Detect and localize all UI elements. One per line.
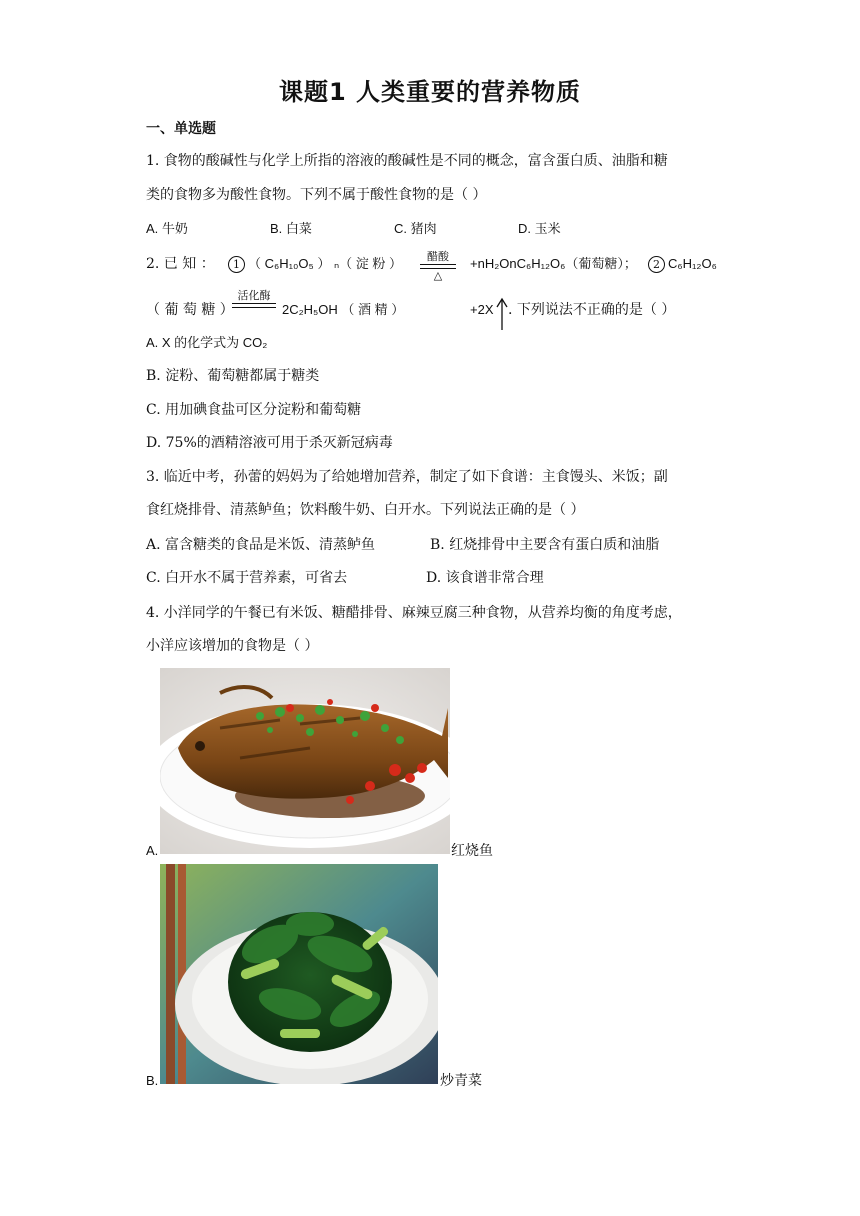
q1-option-c: C. 猪肉 [394, 221, 437, 236]
q1-line1: 1. 食物的酸碱性与化学上所指的溶液的酸碱性是不同的概念，富含蛋白质、油脂和糖 [146, 153, 668, 169]
q2-option-d: D. 75%的酒精溶液可用于杀灭新冠病毒 [146, 435, 393, 451]
q2-option-a: A. X 的化学式为 CO₂ [146, 335, 268, 350]
q2-condition-2: 活化酶 [232, 287, 276, 308]
q1-line2: 类的食物多为酸性食物。下列不属于酸性食物的是（ ） [146, 187, 487, 203]
page-title: 课题1 人类重要的营养物质 [278, 78, 582, 106]
q3-option-b: B. 红烧排骨中主要含有蛋白质和油脂 [430, 537, 660, 553]
q2-mark-2: 2 [646, 254, 667, 274]
q4-option-a-letter: A. [146, 843, 159, 858]
q2-option-b: B. 淀粉、葡萄糖都属于糖类 [146, 368, 320, 384]
q2-reactant-2: C₆H₁₂O₆ [668, 256, 717, 271]
q3-option-d: D. 该食谱非常合理 [426, 570, 544, 586]
stir-fried-greens-image [160, 864, 438, 1084]
q4-option-a-caption: 红烧鱼 [451, 843, 493, 859]
q2-line2-reactant-label: （ 葡 萄 糖 ） [146, 302, 234, 318]
q3-line1: 3. 临近中考，孙蕾的妈妈为了给她增加营养，制定了如下食谱：主食馒头、米饭；副 [146, 469, 668, 485]
gas-arrow-icon [496, 296, 508, 332]
q2-stem: . 下列说法不正确的是（ ） [508, 302, 676, 318]
q1-option-d: D. 玉米 [518, 221, 561, 236]
q1-option-a: A. 牛奶 [146, 221, 188, 236]
q1-option-b: B. 白菜 [270, 221, 312, 236]
q4-option-b-caption: 炒青菜 [440, 1073, 482, 1089]
section-heading: 一、单选题 [146, 121, 216, 137]
q2-product-3: +2X [470, 302, 494, 317]
q2-mark-1: 1 [226, 254, 247, 274]
q3-option-a: A. 富含糖类的食品是米饭、清蒸鲈鱼 [146, 537, 376, 553]
q2-prefix: 2. 已 知 ： [146, 256, 215, 272]
braised-fish-image [160, 668, 450, 854]
q3-line2: 食红烧排骨、清蒸鲈鱼；饮料酸牛奶、白开水。下列说法正确的是（ ） [146, 502, 585, 518]
q4-option-b-letter: B. [146, 1073, 159, 1088]
q4-line2: 小洋应该增加的食物是（ ） [146, 638, 319, 654]
q2-condition-1: 醋酸 △ [420, 248, 456, 282]
q4-line1: 4. 小洋同学的午餐已有米饭、糖醋排骨、麻辣豆腐三种食物，从营养均衡的角度考虑， [146, 605, 682, 621]
q3-option-c: C. 白开水不属于营养素，可省去 [146, 570, 348, 586]
q2-product-2: 2C₂H₅OH （ 酒 精 ） [282, 302, 405, 317]
q2-product-1: +nH₂OnC₆H₁₂O₆（葡萄糖）； [470, 256, 637, 271]
q2-reactant: （ C₆H₁₀O₅ ） ₙ（ 淀 粉 ） [248, 256, 403, 271]
q2-option-c: C. 用加碘食盐可区分淀粉和葡萄糖 [146, 402, 362, 418]
